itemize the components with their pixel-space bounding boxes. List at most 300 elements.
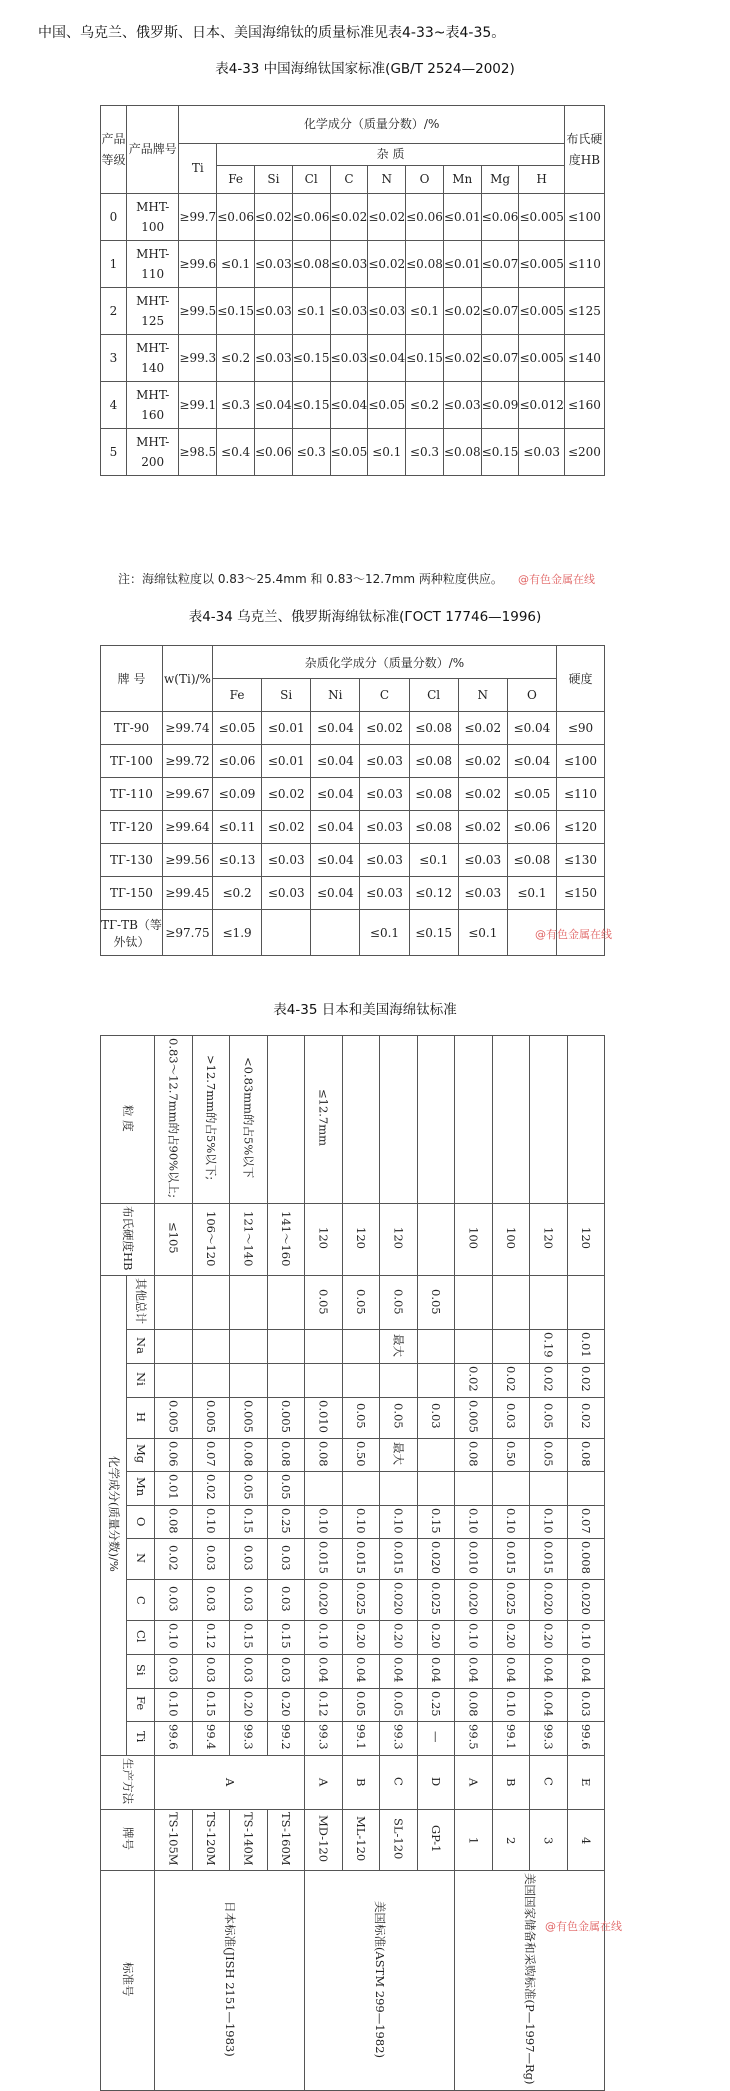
- value-cell: [192, 1688, 230, 1722]
- value-cell: [230, 1722, 268, 1756]
- std-cell: [155, 1871, 305, 2091]
- value-cell: [567, 1621, 605, 1655]
- value-cell: ≤0.02: [330, 194, 368, 241]
- value-cell: ≤0.08: [409, 745, 458, 778]
- value-cell: ≤0.08: [409, 778, 458, 811]
- value-cell: [530, 1203, 568, 1275]
- value-cell: [155, 1688, 193, 1722]
- value-cell: [155, 1505, 193, 1539]
- value-cell: [417, 1364, 455, 1398]
- value-cell: [380, 1397, 418, 1438]
- value-cell-text: 最大: [391, 1333, 406, 1357]
- table-4-35-title: 表4-35 日本和美国海绵钛标准: [273, 1002, 457, 1018]
- method-cell-text: A: [222, 1777, 237, 1787]
- value-cell: ≤0.04: [368, 335, 406, 382]
- row-header: [101, 1036, 155, 1204]
- value-cell-text: 最大: [391, 1441, 406, 1465]
- value-cell: [192, 1438, 230, 1472]
- header-chem-text: 化学成分(质量分数)/%: [106, 1456, 121, 1572]
- value-cell: [455, 1364, 493, 1398]
- value-cell: ≤0.2: [406, 382, 444, 429]
- value-cell: [380, 1036, 418, 1204]
- value-cell: [192, 1276, 230, 1330]
- value-cell-text: 0.03: [241, 1586, 256, 1612]
- ti-cell: ≥99.6: [179, 241, 217, 288]
- value-cell: [530, 1580, 568, 1621]
- grade-cell: 5: [101, 429, 127, 476]
- value-cell-text: 0.03: [429, 1403, 444, 1429]
- value-cell: [267, 1580, 305, 1621]
- value-cell: [267, 1438, 305, 1472]
- brand-cell: MHT-140: [127, 335, 179, 382]
- value-cell: [492, 1505, 530, 1539]
- value-cell: ≤0.15: [217, 288, 255, 335]
- value-cell: [267, 1654, 305, 1688]
- hardness-cell: ≤130: [557, 844, 605, 877]
- value-cell: [530, 1755, 568, 1809]
- ti-cell: ≥99.72: [163, 745, 213, 778]
- value-cell: [455, 1722, 493, 1756]
- value-cell: [267, 1330, 305, 1364]
- value-cell: ≤0.06: [254, 429, 292, 476]
- value-cell-text: 0.005: [204, 1399, 219, 1433]
- ti-cell: ≥99.1: [179, 382, 217, 429]
- value-cell: [567, 1755, 605, 1809]
- value-cell: ≤0.1: [406, 288, 444, 335]
- value-cell: ≤0.03: [360, 778, 409, 811]
- value-cell: [155, 1722, 193, 1756]
- value-cell: ≤0.08: [406, 241, 444, 288]
- value-cell: ≤1.9: [213, 910, 262, 956]
- value-cell: [267, 1364, 305, 1398]
- value-cell: [567, 1722, 605, 1756]
- value-cell-text: 0.15: [241, 1623, 256, 1649]
- value-cell-text: 0.02: [579, 1403, 594, 1429]
- row-header-text: 其他总计: [133, 1278, 148, 1325]
- row-header: [101, 1871, 155, 2091]
- hardness-cell: ≤90: [557, 712, 605, 745]
- value-cell: ≤0.3: [406, 429, 444, 476]
- value-cell: [417, 1505, 455, 1539]
- value-cell: [342, 1654, 380, 1688]
- value-cell: ≤0.13: [213, 844, 262, 877]
- value-cell-text: 0.015: [541, 1541, 556, 1575]
- value-cell: [530, 1364, 568, 1398]
- value-cell-text: 0.20: [541, 1623, 556, 1649]
- value-cell: ≤0.02: [458, 778, 507, 811]
- value-cell-text: 106～120: [204, 1210, 219, 1266]
- value-cell-text: 0.15: [241, 1507, 256, 1534]
- value-cell-text: 0.02: [504, 1366, 519, 1392]
- value-cell: ≤0.03: [330, 335, 368, 382]
- value-cell-text: 0.07: [579, 1507, 594, 1534]
- value-cell: [342, 1580, 380, 1621]
- value-cell-text: 2: [504, 1836, 519, 1845]
- value-cell: [455, 1654, 493, 1688]
- hardness-cell: ≤110: [557, 778, 605, 811]
- value-cell: [530, 1276, 568, 1330]
- ti-cell: ≥98.5: [179, 429, 217, 476]
- value-cell: ≤0.15: [292, 335, 330, 382]
- row-header-text: 标准号: [120, 1961, 135, 1997]
- value-cell: [155, 1809, 193, 1871]
- value-cell: [267, 1276, 305, 1330]
- value-cell: [567, 1654, 605, 1688]
- value-cell-text: 0.10: [166, 1623, 181, 1649]
- value-cell: [417, 1688, 455, 1722]
- value-cell: [305, 1203, 343, 1275]
- value-cell: [192, 1654, 230, 1688]
- value-cell-text: 120: [579, 1227, 594, 1250]
- brand-cell: MHT-110: [127, 241, 179, 288]
- value-cell: ≤0.05: [368, 382, 406, 429]
- value-cell: [417, 1276, 455, 1330]
- value-cell: [230, 1438, 268, 1472]
- value-cell-text: 0.05: [354, 1403, 369, 1429]
- value-cell: [192, 1809, 230, 1871]
- std-cell-text: 日本标准(JISH 2151—1983): [222, 1901, 237, 2057]
- ti-cell: ≥99.45: [163, 877, 213, 910]
- value-cell-text: 99.3: [316, 1724, 331, 1750]
- hardness-cell: ≤160: [564, 382, 604, 429]
- col-H: H: [519, 166, 564, 194]
- value-cell: [155, 1330, 193, 1364]
- value-cell: [492, 1364, 530, 1398]
- value-cell-text: 120: [391, 1227, 406, 1250]
- table-row: [101, 1330, 605, 1364]
- value-cell: [155, 1276, 193, 1330]
- value-cell-text: 0.05: [354, 1690, 369, 1717]
- value-cell: ≤0.3: [292, 429, 330, 476]
- row-header-text: C: [133, 1595, 148, 1605]
- value-cell-text: 0.05: [279, 1474, 294, 1500]
- table-row: [101, 1871, 605, 2091]
- col-Si: Si: [254, 166, 292, 194]
- value-cell: [192, 1580, 230, 1621]
- value-cell-text: TS-120M: [204, 1811, 219, 1866]
- col-Cl: Cl: [292, 166, 330, 194]
- header-chem: 杂质化学成分（质量分数）/%: [213, 646, 557, 679]
- value-cell-text: E: [579, 1777, 594, 1787]
- table-row: [101, 712, 605, 745]
- table-row: [101, 288, 605, 335]
- value-cell: [380, 1276, 418, 1330]
- row-header: [127, 1505, 155, 1539]
- value-cell: [492, 1472, 530, 1506]
- value-cell: [530, 1505, 568, 1539]
- grade-cell: 4: [101, 382, 127, 429]
- value-cell: [455, 1755, 493, 1809]
- value-cell: ≤0.06: [213, 745, 262, 778]
- value-cell-text: 0.03: [241, 1656, 256, 1683]
- value-cell-text: 4: [579, 1836, 594, 1845]
- table-row: [101, 1654, 605, 1688]
- value-cell: [342, 1539, 380, 1580]
- value-cell-text: 0.10: [466, 1623, 481, 1649]
- brand-cell: MHT-100: [127, 194, 179, 241]
- row-header-text: Ni: [133, 1371, 148, 1386]
- value-cell-text: 1: [466, 1836, 481, 1845]
- value-cell: [155, 1438, 193, 1472]
- value-cell-text: 0.005: [279, 1399, 294, 1433]
- header-chem: [101, 1276, 127, 1755]
- value-cell: [530, 1722, 568, 1756]
- value-cell-text: 0.008: [579, 1541, 594, 1575]
- value-cell: [230, 1688, 268, 1722]
- value-cell-text: 0.15: [204, 1690, 219, 1717]
- header-brand: 产品牌号: [127, 106, 179, 194]
- value-cell-text: 0.020: [579, 1582, 594, 1616]
- value-cell: ≤0.3: [217, 382, 255, 429]
- value-cell: ≤0.1: [368, 429, 406, 476]
- value-cell-text: 100: [466, 1227, 481, 1250]
- value-cell-text: 0.020: [391, 1582, 406, 1616]
- value-cell: ≤0.03: [330, 288, 368, 335]
- value-cell: [305, 1654, 343, 1688]
- value-cell-text: 0.10: [166, 1690, 181, 1717]
- value-cell: [267, 1505, 305, 1539]
- value-cell: [417, 1580, 455, 1621]
- value-cell: ≤0.04: [311, 712, 360, 745]
- value-cell: [567, 1364, 605, 1398]
- grade-cell: 2: [101, 288, 127, 335]
- value-cell: [492, 1688, 530, 1722]
- col-O: O: [507, 679, 556, 712]
- table-row: [101, 1809, 605, 1871]
- value-cell: ≤0.04: [311, 844, 360, 877]
- value-cell: [380, 1580, 418, 1621]
- value-cell: [530, 1330, 568, 1364]
- value-cell: ≤0.08: [443, 429, 481, 476]
- value-cell-text: 0.10: [316, 1507, 331, 1534]
- value-cell: [267, 1688, 305, 1722]
- value-cell: ≤0.02: [254, 194, 292, 241]
- value-cell: [342, 1364, 380, 1398]
- value-cell: ≤0.03: [254, 241, 292, 288]
- value-cell: [530, 1397, 568, 1438]
- value-cell-text: 0.04: [541, 1656, 556, 1683]
- value-cell: [342, 1809, 380, 1871]
- value-cell-text: 0.010: [316, 1399, 331, 1433]
- value-cell: [311, 910, 360, 956]
- value-cell-text: 0.03: [166, 1586, 181, 1612]
- ti-cell: ≥99.64: [163, 811, 213, 844]
- value-cell-text: 99.5: [466, 1724, 481, 1750]
- value-cell: [155, 1539, 193, 1580]
- value-cell: ≤0.15: [406, 335, 444, 382]
- value-cell: [267, 1472, 305, 1506]
- value-cell: [417, 1809, 455, 1871]
- col-C: C: [360, 679, 409, 712]
- value-cell-text: 0.15: [429, 1507, 444, 1534]
- value-cell: [567, 1330, 605, 1364]
- table-row: [101, 1364, 605, 1398]
- hardness-cell: ≤100: [564, 194, 604, 241]
- table-row: [101, 1755, 605, 1809]
- grade-cell: 0: [101, 194, 127, 241]
- value-cell: ≤0.06: [507, 811, 556, 844]
- value-cell-text: 0.04: [541, 1690, 556, 1717]
- value-cell: ≤0.03: [360, 811, 409, 844]
- value-cell: [455, 1809, 493, 1871]
- value-cell: [230, 1580, 268, 1621]
- value-cell: [262, 910, 311, 956]
- value-cell: ≤0.04: [254, 382, 292, 429]
- value-cell: [417, 1438, 455, 1472]
- value-cell: ≤0.05: [213, 712, 262, 745]
- row-header: [127, 1276, 155, 1330]
- value-cell: ≤0.07: [481, 335, 519, 382]
- value-cell: ≤0.03: [360, 745, 409, 778]
- value-cell: [192, 1472, 230, 1506]
- brand-cell: TГ-90: [101, 712, 163, 745]
- value-cell: ≤0.04: [311, 877, 360, 910]
- value-cell: [155, 1654, 193, 1688]
- value-cell: [492, 1276, 530, 1330]
- ti-cell: ≥99.74: [163, 712, 213, 745]
- value-cell: [267, 1621, 305, 1655]
- value-cell-text: 0.12: [204, 1623, 219, 1649]
- value-cell: [230, 1809, 268, 1871]
- value-cell: ≤0.2: [213, 877, 262, 910]
- value-cell: ≤0.04: [507, 712, 556, 745]
- row-header-text: Si: [133, 1663, 148, 1676]
- value-cell-text: 0.10: [391, 1507, 406, 1534]
- row-header-text: Ti: [133, 1731, 148, 1743]
- value-cell-text: C: [391, 1777, 406, 1787]
- value-cell: [530, 1438, 568, 1472]
- value-cell: [492, 1654, 530, 1688]
- value-cell: [305, 1438, 343, 1472]
- value-cell: [230, 1036, 268, 1204]
- ti-cell: ≥99.3: [179, 335, 217, 382]
- value-cell: ≤0.02: [368, 194, 406, 241]
- value-cell-text: 0.015: [391, 1541, 406, 1575]
- table-row: [101, 1438, 605, 1472]
- value-cell-text: 0.05: [241, 1474, 256, 1500]
- value-cell-text: 0.20: [391, 1623, 406, 1649]
- value-cell: [567, 1036, 605, 1204]
- value-cell: [305, 1621, 343, 1655]
- value-cell: [230, 1203, 268, 1275]
- table-4-34: [100, 645, 605, 956]
- value-cell-text: 0.10: [541, 1507, 556, 1534]
- value-cell-text: ≤12.7mm: [316, 1089, 331, 1147]
- value-cell: ≤0.01: [443, 194, 481, 241]
- value-cell-text: 99.6: [579, 1724, 594, 1750]
- value-cell-text: 0.08: [316, 1440, 331, 1467]
- value-cell: ≤0.15: [481, 429, 519, 476]
- header-brand: 牌 号: [101, 646, 163, 712]
- value-cell: [530, 1688, 568, 1722]
- value-cell-text: 99.3: [391, 1724, 406, 1750]
- value-cell: ≤0.05: [507, 778, 556, 811]
- value-cell: [192, 1397, 230, 1438]
- value-cell-text: 0.04: [354, 1656, 369, 1683]
- value-cell-text: 0.015: [316, 1541, 331, 1575]
- value-cell: [192, 1539, 230, 1580]
- table-row: [101, 241, 605, 288]
- value-cell-text: 0.10: [204, 1507, 219, 1534]
- value-cell: ≤0.15: [409, 910, 458, 956]
- hardness-cell: ≤125: [564, 288, 604, 335]
- value-cell: ≤0.03: [360, 877, 409, 910]
- value-cell-text: 0.50: [354, 1440, 369, 1467]
- value-cell: ≤0.05: [330, 429, 368, 476]
- row-header: [101, 1755, 155, 1809]
- value-cell: [530, 1472, 568, 1506]
- value-cell: [230, 1654, 268, 1688]
- brand-cell: MHT-125: [127, 288, 179, 335]
- value-cell: [192, 1364, 230, 1398]
- value-cell: [492, 1722, 530, 1756]
- value-cell: [155, 1397, 193, 1438]
- value-cell: [305, 1755, 343, 1809]
- std-cell-text: 美国标准(ASTM 299—1982): [372, 1900, 387, 2058]
- table-row: [101, 1580, 605, 1621]
- value-cell-text: ≤105: [166, 1222, 181, 1254]
- hardness-cell: ≤110: [564, 241, 604, 288]
- value-cell: [155, 1036, 193, 1204]
- value-cell-text: 0.02: [579, 1366, 594, 1392]
- value-cell-text: 99.1: [354, 1724, 369, 1750]
- value-cell: [155, 1580, 193, 1621]
- value-cell: [380, 1330, 418, 1364]
- value-cell: [342, 1036, 380, 1204]
- value-cell-text: 0.03: [166, 1656, 181, 1683]
- value-cell: [192, 1036, 230, 1204]
- value-cell: [455, 1438, 493, 1472]
- value-cell-text: 0.05: [354, 1288, 369, 1315]
- value-cell-text: 0.05: [541, 1440, 556, 1467]
- value-cell-text: 0.10: [354, 1507, 369, 1534]
- value-cell: [342, 1472, 380, 1506]
- hardness-cell: ≤140: [564, 335, 604, 382]
- value-cell-text: 0.07: [204, 1440, 219, 1467]
- row-header-text: N: [133, 1553, 148, 1564]
- value-cell-text: 99.1: [504, 1724, 519, 1750]
- value-cell: ≤0.1: [360, 910, 409, 956]
- value-cell-text: 0.04: [429, 1656, 444, 1683]
- value-cell: [530, 1539, 568, 1580]
- value-cell-text: TS-105M: [166, 1811, 181, 1866]
- value-cell-text: 0.020: [316, 1582, 331, 1616]
- table-row: [101, 194, 605, 241]
- header-ti: w(Ti)/%: [163, 646, 213, 712]
- value-cell: [417, 1330, 455, 1364]
- value-cell: [305, 1472, 343, 1506]
- value-cell-text: 0.03: [579, 1690, 594, 1717]
- value-cell: [342, 1330, 380, 1364]
- value-cell-text: 0.05: [391, 1690, 406, 1717]
- value-cell-text: 0.03: [279, 1586, 294, 1612]
- value-cell-text: 0.12: [316, 1690, 331, 1717]
- value-cell: [305, 1505, 343, 1539]
- row-header-text: 生产方法: [120, 1757, 135, 1804]
- value-cell: [417, 1539, 455, 1580]
- value-cell-text: 0.03: [504, 1403, 519, 1429]
- value-cell: ≤0.03: [443, 382, 481, 429]
- value-cell-text: 120: [354, 1227, 369, 1250]
- row-header: [127, 1397, 155, 1438]
- table-row: [101, 778, 605, 811]
- value-cell: [530, 1809, 568, 1871]
- value-cell-text: 0.005: [166, 1399, 181, 1433]
- col-C: C: [330, 166, 368, 194]
- std-cell-text: 美国国家储备和采购标准(P—1997—Rg): [522, 1873, 537, 2085]
- brand-cell: MHT-200: [127, 429, 179, 476]
- value-cell-text: 121～140: [241, 1210, 256, 1266]
